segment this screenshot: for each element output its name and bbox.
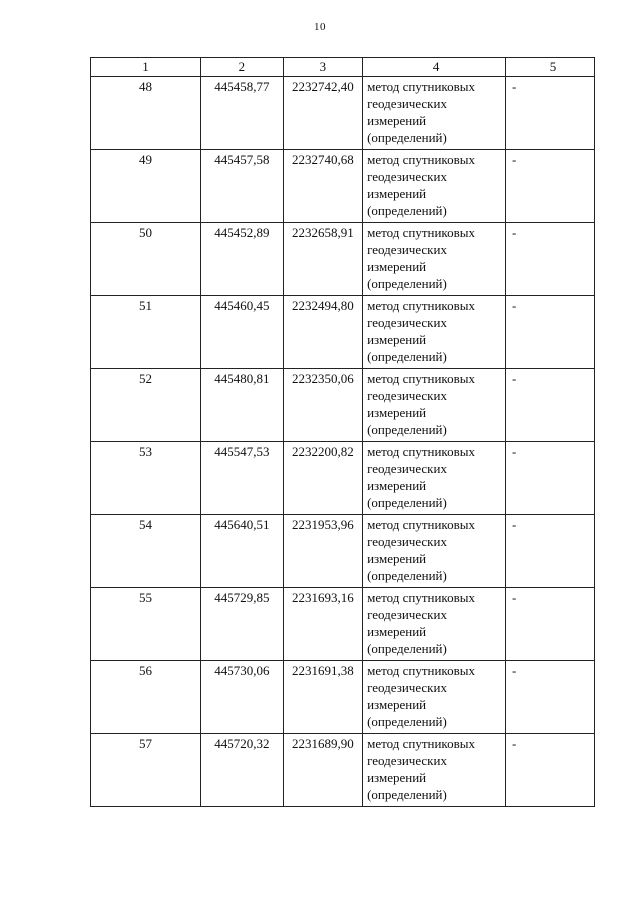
header-col-3: 3 bbox=[283, 58, 362, 77]
header-col-4: 4 bbox=[363, 58, 506, 77]
coord-x: 445480,81 bbox=[201, 369, 284, 442]
method-text: метод спутниковых геодезических измерений (определений) bbox=[363, 150, 506, 223]
header-row bbox=[91, 58, 595, 77]
coord-x: 445452,89 bbox=[201, 223, 284, 296]
point-number: 49 bbox=[91, 150, 201, 223]
point-number: 48 bbox=[91, 77, 201, 150]
coord-y: 2232740,68 bbox=[283, 150, 362, 223]
table-row bbox=[91, 661, 595, 734]
method-text: метод спутниковых геодезических измерений (определений) bbox=[363, 77, 506, 150]
method-text: метод спутниковых геодезических измерений (определений) bbox=[363, 442, 506, 515]
coord-y: 2231691,38 bbox=[283, 661, 362, 734]
coord-y: 2231693,16 bbox=[283, 588, 362, 661]
point-number: 55 bbox=[91, 588, 201, 661]
coord-y: 2232658,91 bbox=[283, 223, 362, 296]
table-row bbox=[91, 296, 595, 369]
coord-x: 445730,06 bbox=[201, 661, 284, 734]
point-number: 51 bbox=[91, 296, 201, 369]
note-text: - bbox=[506, 442, 595, 515]
coordinates-table bbox=[90, 57, 595, 807]
note-text: - bbox=[506, 150, 595, 223]
table-body bbox=[91, 77, 595, 807]
table-row bbox=[91, 588, 595, 661]
coord-x: 445460,45 bbox=[201, 296, 284, 369]
method-text: метод спутниковых геодезических измерений (определений) bbox=[363, 223, 506, 296]
point-number: 54 bbox=[91, 515, 201, 588]
coord-y: 2232350,06 bbox=[283, 369, 362, 442]
coord-y: 2231689,90 bbox=[283, 734, 362, 807]
table-row bbox=[91, 150, 595, 223]
coord-x: 445640,51 bbox=[201, 515, 284, 588]
coord-y: 2232742,40 bbox=[283, 77, 362, 150]
page-number: 10 bbox=[314, 21, 326, 33]
header-col-5: 5 bbox=[506, 58, 595, 77]
point-number: 50 bbox=[91, 223, 201, 296]
method-text: метод спутниковых геодезических измерений (определений) bbox=[363, 661, 506, 734]
coord-y: 2232494,80 bbox=[283, 296, 362, 369]
table-row bbox=[91, 442, 595, 515]
table-header bbox=[91, 58, 595, 77]
coord-y: 2232200,82 bbox=[283, 442, 362, 515]
coord-x: 445457,58 bbox=[201, 150, 284, 223]
method-text: метод спутниковых геодезических измерений (определений) bbox=[363, 296, 506, 369]
method-text: метод спутниковых геодезических измерений (определений) bbox=[363, 369, 506, 442]
note-text: - bbox=[506, 661, 595, 734]
note-text: - bbox=[506, 77, 595, 150]
note-text: - bbox=[506, 296, 595, 369]
method-text: метод спутниковых геодезических измерений (определений) bbox=[363, 734, 506, 807]
coord-y: 2231953,96 bbox=[283, 515, 362, 588]
header-col-2: 2 bbox=[201, 58, 284, 77]
point-number: 53 bbox=[91, 442, 201, 515]
table-row bbox=[91, 515, 595, 588]
note-text: - bbox=[506, 588, 595, 661]
table-row bbox=[91, 223, 595, 296]
coord-x: 445458,77 bbox=[201, 77, 284, 150]
note-text: - bbox=[506, 369, 595, 442]
method-text: метод спутниковых геодезических измерений (определений) bbox=[363, 588, 506, 661]
note-text: - bbox=[506, 223, 595, 296]
coord-x: 445720,32 bbox=[201, 734, 284, 807]
table-row bbox=[91, 734, 595, 807]
table-row bbox=[91, 77, 595, 150]
coord-x: 445547,53 bbox=[201, 442, 284, 515]
point-number: 56 bbox=[91, 661, 201, 734]
method-text: метод спутниковых геодезических измерений (определений) bbox=[363, 515, 506, 588]
note-text: - bbox=[506, 734, 595, 807]
point-number: 52 bbox=[91, 369, 201, 442]
coord-x: 445729,85 bbox=[201, 588, 284, 661]
table-row bbox=[91, 369, 595, 442]
note-text: - bbox=[506, 515, 595, 588]
header-col-1: 1 bbox=[91, 58, 201, 77]
point-number: 57 bbox=[91, 734, 201, 807]
